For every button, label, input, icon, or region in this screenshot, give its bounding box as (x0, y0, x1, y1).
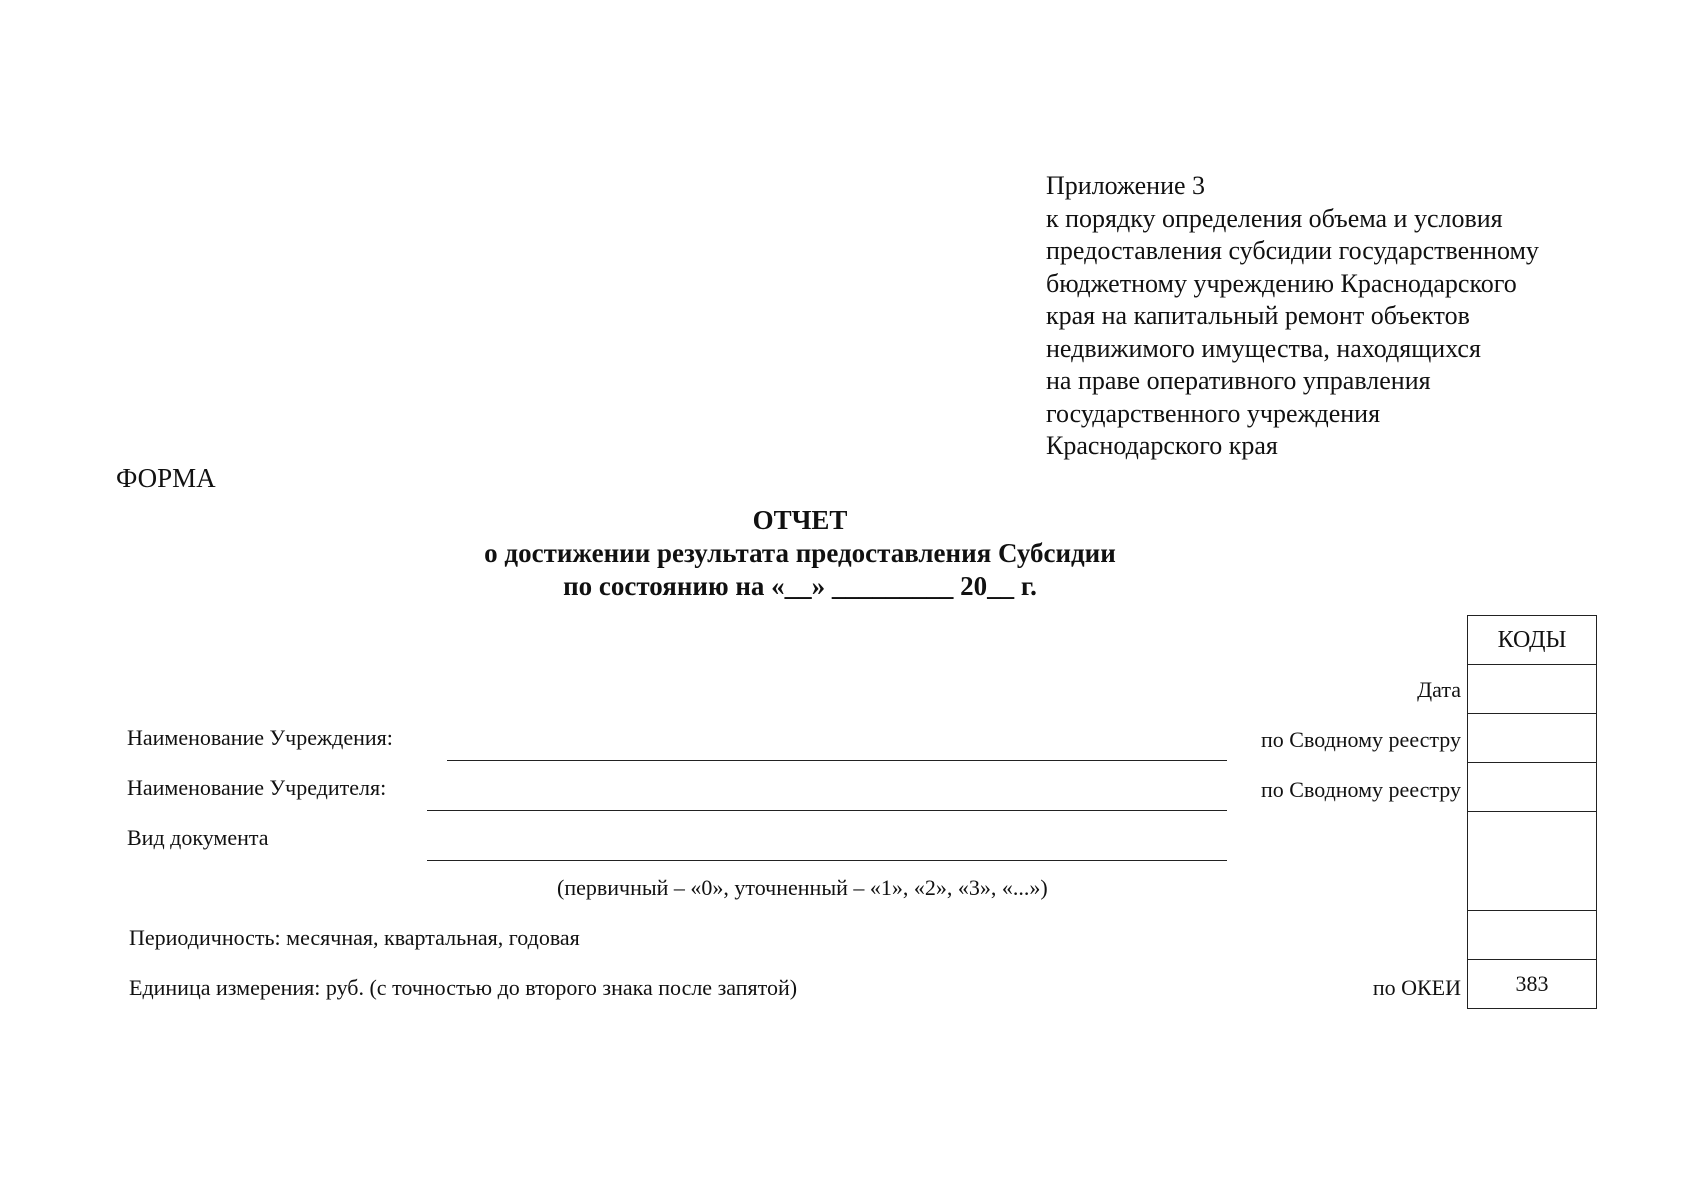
document-type-label: Вид документа (127, 825, 269, 850)
appendix-line: недвижимого имущества, находящихся (1046, 333, 1481, 363)
document-type-field[interactable] (427, 860, 1227, 861)
founder-name-field[interactable] (427, 810, 1227, 811)
codes-table (1467, 615, 1597, 1009)
registry-code-cell-2[interactable] (1468, 763, 1597, 812)
institution-name-label: Наименование Учреждения: (127, 725, 393, 750)
appendix-line: к порядку определения объема и условия (1046, 203, 1503, 233)
codes-header: КОДЫ (1468, 616, 1597, 665)
founder-name-label: Наименование Учредителя: (127, 775, 387, 800)
document-type-code-cell[interactable] (1468, 812, 1597, 911)
okei-code-cell[interactable]: 383 (1468, 960, 1597, 1009)
okei-code-label: по ОКЕИ (1372, 975, 1461, 1000)
appendix-line: бюджетному учреждению Краснодарского (1046, 268, 1517, 298)
unit-label: Единица измерения: руб. (с точностью до второго знака после запятой) (129, 975, 798, 1000)
registry-code-cell-1[interactable] (1468, 714, 1597, 763)
appendix-line: на праве оперативного управления (1046, 366, 1431, 395)
periodicity-code-cell[interactable] (1468, 911, 1597, 960)
registry-code-label-1: по Сводному реестру (1261, 727, 1461, 752)
institution-name-field[interactable] (447, 760, 1227, 761)
report-title: ОТЧЕТ (752, 505, 848, 535)
report-date-line: по состоянию на «__» _________ 20__ г. (563, 571, 1037, 601)
report-subtitle: о достижении результата предоставления Субсидии (484, 538, 1116, 568)
appendix-line: государственного учреждения (1046, 398, 1381, 428)
date-code-label: Дата (1417, 677, 1461, 702)
document-type-hint: (первичный – «0», уточненный – «1», «2», «3», «...») (557, 875, 1048, 900)
appendix-header (1046, 170, 1606, 463)
appendix-line: Приложение 3 (1046, 171, 1206, 200)
appendix-line: Краснодарского края (1046, 431, 1278, 460)
periodicity-label: Периодичность: месячная, квартальная, годовая (129, 925, 580, 950)
appendix-line: предоставления субсидии государственному (1046, 236, 1539, 265)
forma-label: ФОРМА (116, 463, 216, 493)
registry-code-label-2: по Сводному реестру (1261, 777, 1461, 802)
appendix-line: края на капитальный ремонт объектов (1046, 301, 1470, 330)
date-code-cell[interactable] (1468, 665, 1597, 714)
